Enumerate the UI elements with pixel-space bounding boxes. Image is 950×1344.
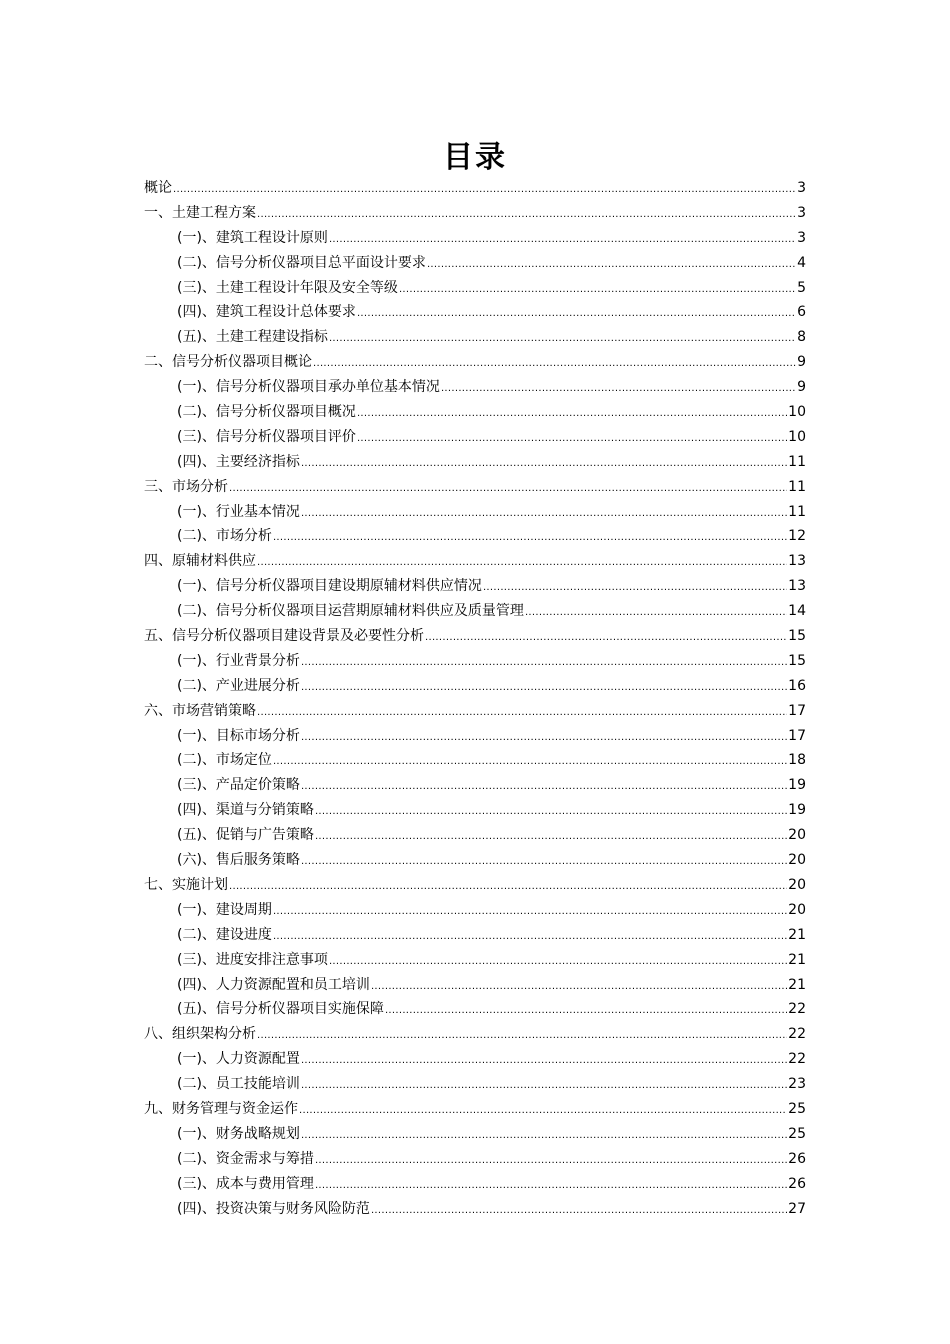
toc-entry[interactable] xyxy=(144,997,806,1022)
toc-leader-dots xyxy=(357,302,796,325)
toc-entry[interactable] xyxy=(144,574,806,599)
toc-page-number[interactable]: 19 xyxy=(788,802,806,819)
toc-entry-title[interactable]: (二)、市场分析 xyxy=(177,528,272,545)
toc-page-number[interactable]: 3 xyxy=(797,180,806,196)
toc-leader-dots xyxy=(301,676,787,699)
toc-page-number[interactable]: 17 xyxy=(788,702,806,719)
toc-page-number[interactable]: 26 xyxy=(788,1175,806,1192)
toc-leader-dots xyxy=(301,502,787,525)
toc-page-number[interactable]: 20 xyxy=(788,827,806,844)
toc-entry-title[interactable]: (一)、信号分析仪器项目建设期原辅材料供应情况 xyxy=(177,578,482,595)
toc-entry[interactable] xyxy=(144,350,806,375)
toc-entry[interactable] xyxy=(144,1022,806,1047)
toc-entry[interactable] xyxy=(144,948,806,973)
toc-entry-title[interactable]: (二)、信号分析仪器项目概况 xyxy=(177,404,356,421)
toc-entry[interactable] xyxy=(144,1122,806,1147)
toc-leader-dots xyxy=(299,1099,787,1122)
toc-page-number[interactable]: 25 xyxy=(788,1125,806,1142)
toc-leader-dots xyxy=(301,1074,787,1097)
toc-leader-dots xyxy=(301,850,787,873)
toc-leader-dots xyxy=(525,601,787,624)
toc-entry[interactable] xyxy=(144,425,806,450)
toc-entry[interactable] xyxy=(144,848,806,873)
toc-entry-title[interactable]: (五)、土建工程建设指标 xyxy=(177,329,328,346)
toc-entry-title[interactable]: (三)、土建工程设计年限及安全等级 xyxy=(177,279,398,296)
toc-leader-dots xyxy=(371,975,787,998)
toc-entry[interactable] xyxy=(144,748,806,773)
toc-leader-dots xyxy=(483,576,787,599)
toc-entry[interactable] xyxy=(144,251,806,276)
toc-leader-dots xyxy=(385,999,787,1022)
toc-leader-dots xyxy=(315,1149,787,1172)
toc-page-number[interactable]: 15 xyxy=(788,652,806,669)
toc-entry[interactable] xyxy=(144,649,806,674)
toc-entry-title[interactable]: 概论 xyxy=(144,180,172,196)
toc-entry[interactable] xyxy=(144,475,806,500)
toc-page-number[interactable]: 14 xyxy=(788,603,806,620)
toc-page-number[interactable]: 3 xyxy=(797,204,806,221)
toc-entry[interactable] xyxy=(144,624,806,649)
toc-entry-title[interactable]: (一)、行业背景分析 xyxy=(177,652,300,669)
toc-entry[interactable] xyxy=(144,1097,806,1122)
toc-entry[interactable] xyxy=(144,524,806,549)
toc-entry[interactable] xyxy=(144,724,806,749)
toc-entry[interactable] xyxy=(144,898,806,923)
toc-entry[interactable] xyxy=(144,500,806,525)
toc-entry-title[interactable]: (一)、信号分析仪器项目承办单位基本情况 xyxy=(177,379,440,396)
toc-page-number[interactable]: 22 xyxy=(788,1001,806,1018)
toc-leader-dots xyxy=(257,1024,787,1047)
toc-entry[interactable] xyxy=(144,226,806,251)
toc-entry[interactable] xyxy=(144,450,806,475)
toc-entry[interactable] xyxy=(144,773,806,798)
toc-leader-dots xyxy=(229,477,787,500)
toc-page-number[interactable]: 10 xyxy=(788,404,806,421)
toc-entry-title[interactable]: 三、市场分析 xyxy=(144,478,228,495)
toc-leader-dots xyxy=(315,825,787,848)
toc-leader-dots xyxy=(257,551,787,574)
toc-leader-dots xyxy=(399,278,796,301)
toc-entry-title[interactable]: (三)、产品定价策略 xyxy=(177,777,300,794)
toc-page-number[interactable]: 21 xyxy=(788,951,806,968)
toc-page-number[interactable]: 5 xyxy=(797,279,806,296)
toc-entry-title[interactable]: (六)、售后服务策略 xyxy=(177,852,300,869)
toc-leader-dots xyxy=(315,1174,787,1197)
toc-entry[interactable] xyxy=(144,699,806,724)
toc-entry-title[interactable]: (三)、成本与费用管理 xyxy=(177,1175,314,1192)
toc-entry-title[interactable]: (四)、建筑工程设计总体要求 xyxy=(177,304,356,321)
toc-page-number[interactable]: 15 xyxy=(788,628,806,645)
toc-leader-dots xyxy=(257,203,796,226)
toc-page-number[interactable]: 25 xyxy=(788,1100,806,1117)
toc-entry-title[interactable]: (五)、促销与广告策略 xyxy=(177,827,314,844)
toc-entry-title[interactable]: (一)、建筑工程设计原则 xyxy=(177,229,328,246)
toc-entry[interactable] xyxy=(144,201,806,226)
toc-page-number[interactable]: 4 xyxy=(797,254,806,271)
toc-leader-dots xyxy=(273,925,787,948)
toc-entry-title[interactable]: 一、土建工程方案 xyxy=(144,204,256,221)
toc-entry[interactable] xyxy=(144,674,806,699)
toc-leader-dots xyxy=(301,775,787,798)
toc-page-number[interactable]: 8 xyxy=(797,329,806,346)
toc-leader-dots xyxy=(329,950,787,973)
toc-entry[interactable] xyxy=(144,375,806,400)
toc-entry[interactable] xyxy=(144,873,806,898)
table-of-contents xyxy=(144,176,806,1221)
toc-page-number[interactable]: 17 xyxy=(788,727,806,744)
toc-leader-dots xyxy=(329,327,796,350)
toc-entry-title[interactable]: (一)、财务战略规划 xyxy=(177,1125,300,1142)
toc-entry-title[interactable]: (二)、建设进度 xyxy=(177,926,272,943)
toc-leader-dots xyxy=(371,1199,787,1222)
toc-entry-title[interactable]: 八、组织架构分析 xyxy=(144,1026,256,1043)
toc-page-number[interactable]: 27 xyxy=(788,1200,806,1217)
toc-leader-dots xyxy=(329,228,796,251)
toc-page-number[interactable]: 18 xyxy=(788,752,806,769)
toc-page-number[interactable]: 16 xyxy=(788,677,806,694)
toc-entry[interactable] xyxy=(144,276,806,301)
toc-leader-dots xyxy=(273,750,787,773)
toc-page-number[interactable]: 13 xyxy=(788,578,806,595)
toc-page-number[interactable]: 20 xyxy=(788,876,806,893)
toc-leader-dots xyxy=(425,626,787,649)
toc-entry[interactable] xyxy=(144,1072,806,1097)
toc-entry-title[interactable]: 九、财务管理与资金运作 xyxy=(144,1100,298,1117)
page-title: 目录 xyxy=(443,140,507,175)
toc-page-number[interactable]: 6 xyxy=(797,304,806,321)
toc-page-number[interactable]: 21 xyxy=(788,976,806,993)
toc-page-number[interactable]: 20 xyxy=(788,901,806,918)
toc-entry-title[interactable]: (四)、投资决策与财务风险防范 xyxy=(177,1200,370,1217)
toc-page-number[interactable]: 13 xyxy=(788,553,806,570)
toc-entry-title[interactable]: (二)、员工技能培训 xyxy=(177,1076,300,1093)
toc-entry-title[interactable]: (四)、人力资源配置和员工培训 xyxy=(177,976,370,993)
toc-leader-dots xyxy=(357,427,787,450)
toc-leader-dots xyxy=(301,452,787,475)
toc-entry[interactable] xyxy=(144,1197,806,1222)
toc-leader-dots xyxy=(313,352,796,375)
toc-page-number[interactable]: 21 xyxy=(788,926,806,943)
toc-entry-title[interactable]: (四)、主要经济指标 xyxy=(177,453,300,470)
toc-entry-title[interactable]: (二)、信号分析仪器项目总平面设计要求 xyxy=(177,254,426,271)
toc-page-number[interactable]: 10 xyxy=(788,428,806,445)
toc-entry-title[interactable]: (一)、目标市场分析 xyxy=(177,727,300,744)
toc-page-number[interactable]: 20 xyxy=(788,852,806,869)
toc-leader-dots xyxy=(229,875,787,898)
toc-entry-title[interactable]: 五、信号分析仪器项目建设背景及必要性分析 xyxy=(144,628,424,645)
toc-entry-title[interactable]: 七、实施计划 xyxy=(144,876,228,893)
toc-entry[interactable] xyxy=(144,325,806,350)
toc-leader-dots xyxy=(301,726,787,749)
toc-entry[interactable] xyxy=(144,300,806,325)
toc-entry-title[interactable]: 四、原辅材料供应 xyxy=(144,553,256,570)
toc-entry-title[interactable]: (二)、市场定位 xyxy=(177,752,272,769)
toc-page-number[interactable]: 11 xyxy=(788,453,806,470)
toc-leader-dots xyxy=(257,701,787,724)
toc-entry[interactable] xyxy=(144,599,806,624)
toc-leader-dots xyxy=(273,526,787,549)
toc-entry-title[interactable]: 六、市场营销策略 xyxy=(144,702,256,719)
toc-page-number[interactable]: 26 xyxy=(788,1150,806,1167)
toc-entry-title[interactable]: (二)、产业进展分析 xyxy=(177,677,300,694)
toc-page-number[interactable]: 19 xyxy=(788,777,806,794)
toc-entry-title[interactable]: (三)、信号分析仪器项目评价 xyxy=(177,428,356,445)
toc-leader-dots xyxy=(441,377,796,400)
toc-entry-title[interactable]: (一)、行业基本情况 xyxy=(177,503,300,520)
toc-leader-dots xyxy=(273,900,787,923)
toc-leader-dots xyxy=(427,253,796,276)
toc-leader-dots xyxy=(315,800,787,823)
toc-entry-title[interactable]: (四)、渠道与分销策略 xyxy=(177,802,314,819)
toc-entry[interactable] xyxy=(144,973,806,998)
toc-page-number[interactable]: 12 xyxy=(788,528,806,545)
toc-entry-title[interactable]: 二、信号分析仪器项目概论 xyxy=(144,354,312,371)
toc-entry[interactable] xyxy=(144,400,806,425)
toc-leader-dots xyxy=(301,1049,787,1072)
toc-entry-title[interactable]: (三)、进度安排注意事项 xyxy=(177,951,328,968)
toc-entry[interactable] xyxy=(144,1047,806,1072)
toc-page-number[interactable]: 22 xyxy=(788,1026,806,1043)
toc-entry-title[interactable]: (一)、人力资源配置 xyxy=(177,1051,300,1068)
toc-page-number[interactable]: 11 xyxy=(788,503,806,520)
toc-page-number[interactable]: 9 xyxy=(797,379,806,396)
toc-entry-title[interactable]: (二)、信号分析仪器项目运营期原辅材料供应及质量管理 xyxy=(177,603,524,620)
toc-entry[interactable] xyxy=(144,549,806,574)
toc-entry-title[interactable]: (二)、资金需求与筹措 xyxy=(177,1150,314,1167)
toc-leader-dots xyxy=(173,178,796,201)
toc-leader-dots xyxy=(357,402,787,425)
toc-entry[interactable] xyxy=(144,1172,806,1197)
toc-leader-dots xyxy=(301,1124,787,1147)
toc-entry-title[interactable]: (五)、信号分析仪器项目实施保障 xyxy=(177,1001,384,1018)
toc-page-number[interactable]: 22 xyxy=(788,1051,806,1068)
toc-entry[interactable] xyxy=(144,923,806,948)
toc-page-number[interactable]: 23 xyxy=(788,1076,806,1093)
toc-page-number[interactable]: 11 xyxy=(788,478,806,495)
toc-page-number[interactable]: 3 xyxy=(797,229,806,246)
toc-entry[interactable] xyxy=(144,176,806,201)
toc-entry[interactable] xyxy=(144,798,806,823)
toc-leader-dots xyxy=(301,651,787,674)
toc-entry-title[interactable]: (一)、建设周期 xyxy=(177,901,272,918)
toc-entry[interactable] xyxy=(144,823,806,848)
toc-page-number[interactable]: 9 xyxy=(797,354,806,371)
toc-entry[interactable] xyxy=(144,1147,806,1172)
